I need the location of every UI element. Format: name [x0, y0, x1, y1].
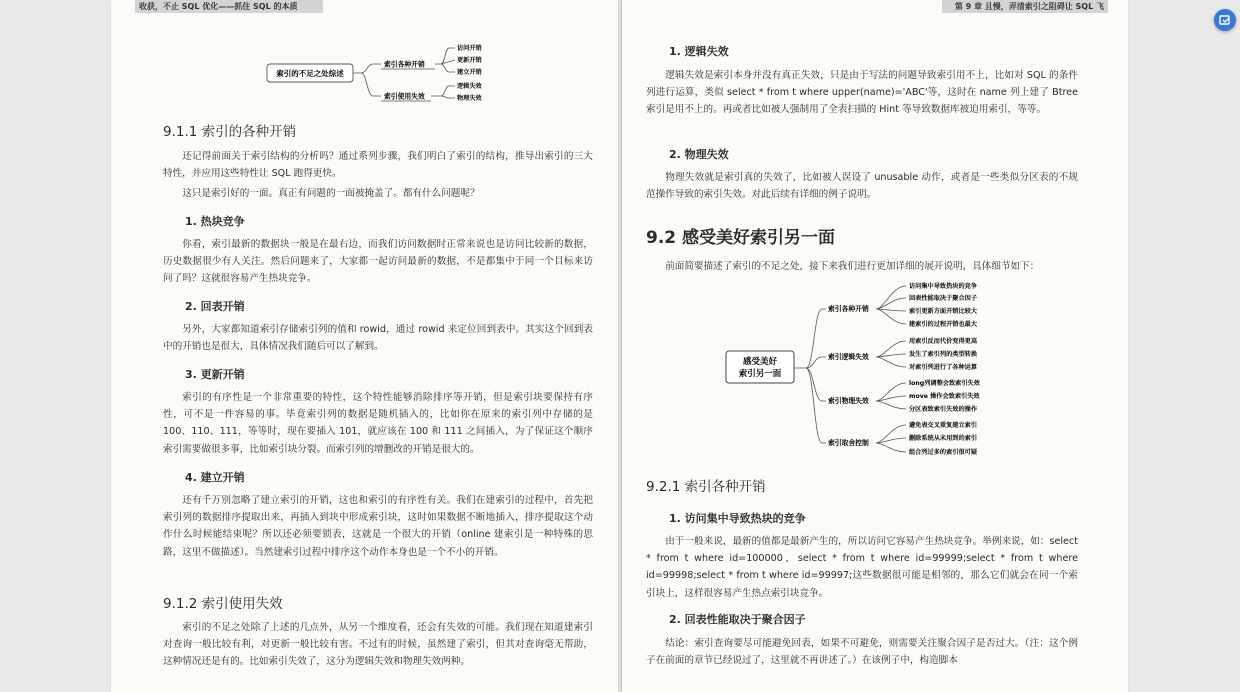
paragraph: 前面简要描述了索引的不足之处，接下来我们进行更加详细的展开说明，具体细节如下： [665, 261, 1040, 272]
right-mindmap-leaf: 索引更新方面开销比较大 [909, 308, 978, 315]
right-running-header: 第 9 章 且慢，弄清索引之阻碍让 SQL 飞 [942, 0, 1108, 13]
subheading-build: 4. 建立开销 [185, 471, 245, 484]
right-mindmap-branch: 索引物理失效 [828, 397, 869, 405]
left-mindmap-leaf: 更新开销 [457, 57, 482, 64]
screenshot-tool-icon [1214, 9, 1236, 31]
right-mindmap-leaf: 避免表交叉重复建立索引 [909, 422, 978, 429]
right-mindmap-leaf: 用索引反而代价变得更高 [909, 338, 978, 345]
paragraph: 逻辑失效是索引本身并没有真正失效，只是由于写法的问题导致索引用不上，比如对 SQL 的条件列进行运算，类似 select * from t where upper(name)='ABC'等，这时在 name 列上建了 Btree 索引是用不上的。再或者比如被人强制用了全表扫描的 Hint 等导致数据库被迫用索引，等等。 [646, 70, 1078, 116]
right-mindmap-leaf: long列调整会致索引失效 [909, 380, 980, 387]
right-mindmap-leaf: 发生了索引列的类型转换 [909, 351, 978, 358]
paragraph: 你看，索引最新的数据块一般是在最右边，而我们访问数据时正常来说也是访问比较新的数据，历史数据很少有人关注。然后问题来了，大家都一起访问最新的数据，不是都集中于同一个目标来访问了吗？这就很容易产生热块竞争。 [163, 239, 593, 285]
subheading-back-table: 2. 回表开销 [185, 300, 245, 313]
right-mindmap [622, 275, 1128, 465]
subheading-update: 3. 更新开销 [185, 368, 245, 381]
paragraph: 还有千万别忽略了建立索引的开销，这也和索引的有序性有关。我们在建索引的过程中，首先把索引列的数据排序提取出来，再插入到块中形成索引块，这时如果数据不断地插入，排序提取这个动作什么时候能结束呢？所以还必须要锁表，这就是一个很大的开销（online 建索引是一种特殊的思路，这里不做描述）。当然建索引过程中排序这个动作本身也是一个不小的开销。 [163, 495, 593, 558]
subheading-logical-failure: 1. 逻辑失效 [669, 45, 729, 58]
left-page [111, 0, 618, 692]
section-heading-9-1-2: 9.1.2 索引使用失效 [163, 596, 283, 612]
paragraph: 另外，大家都知道索引存储索引列的值和 rowid，通过 rowid 来定位回到表中。其实这个回到表中的开销也是很大，具体情况我们随后可以了解到。 [163, 324, 593, 353]
subheading-hot-block-access: 1. 访问集中导致热块的竞争 [669, 512, 806, 525]
subheading-hot-block: 1. 热块竞争 [185, 215, 245, 228]
right-mindmap-branch: 索引各种开销 [828, 305, 869, 313]
paragraph: 这只是索引好的一面。真正有问题的一面被掩盖了。都有什么问题呢？ [182, 188, 480, 199]
left-mindmap-root: 索引的不足之处综述 [276, 69, 344, 78]
section-heading-9-2-1: 9.2.1 索引各种开销 [646, 479, 766, 495]
paragraph: 还记得前面关于索引结构的分析吗？通过系列步骤，我们明白了索引的结构，推导出索引的三大特性，并应用这些特性让 SQL 跑得更快。 [163, 151, 593, 180]
subheading-clustering-factor: 2. 回表性能取决于聚合因子 [669, 613, 806, 626]
left-mindmap-leaf: 物理失效 [457, 95, 482, 102]
left-mindmap-leaf: 建立开销 [457, 69, 482, 76]
right-mindmap-root-line2: 索引另一面 [738, 369, 782, 379]
right-mindmap-leaf: 建索引的过程开销也最大 [909, 321, 978, 328]
paragraph: 索引的有序性是一个非常重要的特性，这个特性能够消除排序等开销，但是索引块要保持有序性，可不是一件容易的事。毕竟索引列的数据是随机插入的，比如你在原来的索引列中存储的是 100、110、111，等等时，现在要插入 101，就应该在 100 和 111 之间插入，为了保证这个顺序索引需要做很多事，比如索引块分裂。而索引列的增删改的开销是很大的。 [163, 392, 593, 455]
left-mindmap-leaf: 访问开销 [457, 45, 482, 52]
right-mindmap-leaf: 访问集中导致热块的竞争 [909, 283, 978, 290]
right-mindmap-leaf: 分区表致索引失效的操作 [909, 406, 978, 413]
left-running-header: 收获，不止 SQL 优化——抓住 SQL 的本质 [135, 0, 323, 13]
right-mindmap-branch: 索引逻辑失效 [828, 353, 869, 361]
right-page [622, 0, 1128, 692]
right-mindmap-root-line1: 感受美好 [742, 357, 778, 367]
section-heading-9-1-1: 9.1.1 索引的各种开销 [163, 124, 297, 140]
right-mindmap-leaf: 删除系统从未用到的索引 [909, 435, 978, 442]
left-mindmap-branch: 索引使用失效 [384, 92, 425, 101]
paragraph: 物理失效就是索引真的失效了，比如被人误设了 unusable 动作，或者是一些类似分区表的不规范操作导致的索引失效。对此后续有详细的例子说明。 [646, 172, 1078, 201]
paragraph: 索引的不足之处除了上述的几点外，从另一个维度看，还会有失效的可能。我们现在知道建索引对查询一般比较有利，对更新一般比较有害。不过有的时候，虽然建了索引，但其对查询毫无帮助，这种情况还是有的。比如索引失效了，这分为逻辑失效和物理失效两种。 [163, 622, 593, 668]
right-mindmap-leaf: move 操作会致索引失效 [909, 393, 980, 400]
right-mindmap-leaf: 组合列过多的索引很可疑 [909, 449, 978, 456]
subheading-physical-failure: 2. 物理失效 [669, 148, 729, 161]
floating-tool-button[interactable] [1214, 9, 1236, 31]
left-mindmap [111, 18, 618, 130]
section-heading-9-2: 9.2 感受美好索引另一面 [646, 228, 836, 248]
left-mindmap-branch: 索引各种开销 [384, 60, 425, 69]
right-mindmap-branch: 索引取舍控制 [828, 439, 869, 447]
left-mindmap-leaf: 逻辑失效 [457, 83, 482, 90]
paragraph: 结论：索引查询要尽可能避免回表，如果不可避免，则需要关注聚合因子是否过大。（注：这个例子在前面的章节已经说过了，这里就不再讲述了。）在该例子中，构造脚本 [646, 638, 1078, 667]
right-mindmap-leaf: 回表性能取决于聚合因子 [909, 295, 978, 302]
right-mindmap-leaf: 对索引列进行了各种运算 [909, 364, 978, 371]
paragraph: 由于一般来说，最新的值都是最新产生的，所以访问它容易产生热块竞争。举例来说，如：select * from t where id=100000，select * from t where id=99999;select * from t where id=99998;select * from t where id=99997;这些数据很可能是相邻的，那么它们就会在同一个索引块上，这样很容易产生热点索引块竞争。 [646, 536, 1078, 599]
